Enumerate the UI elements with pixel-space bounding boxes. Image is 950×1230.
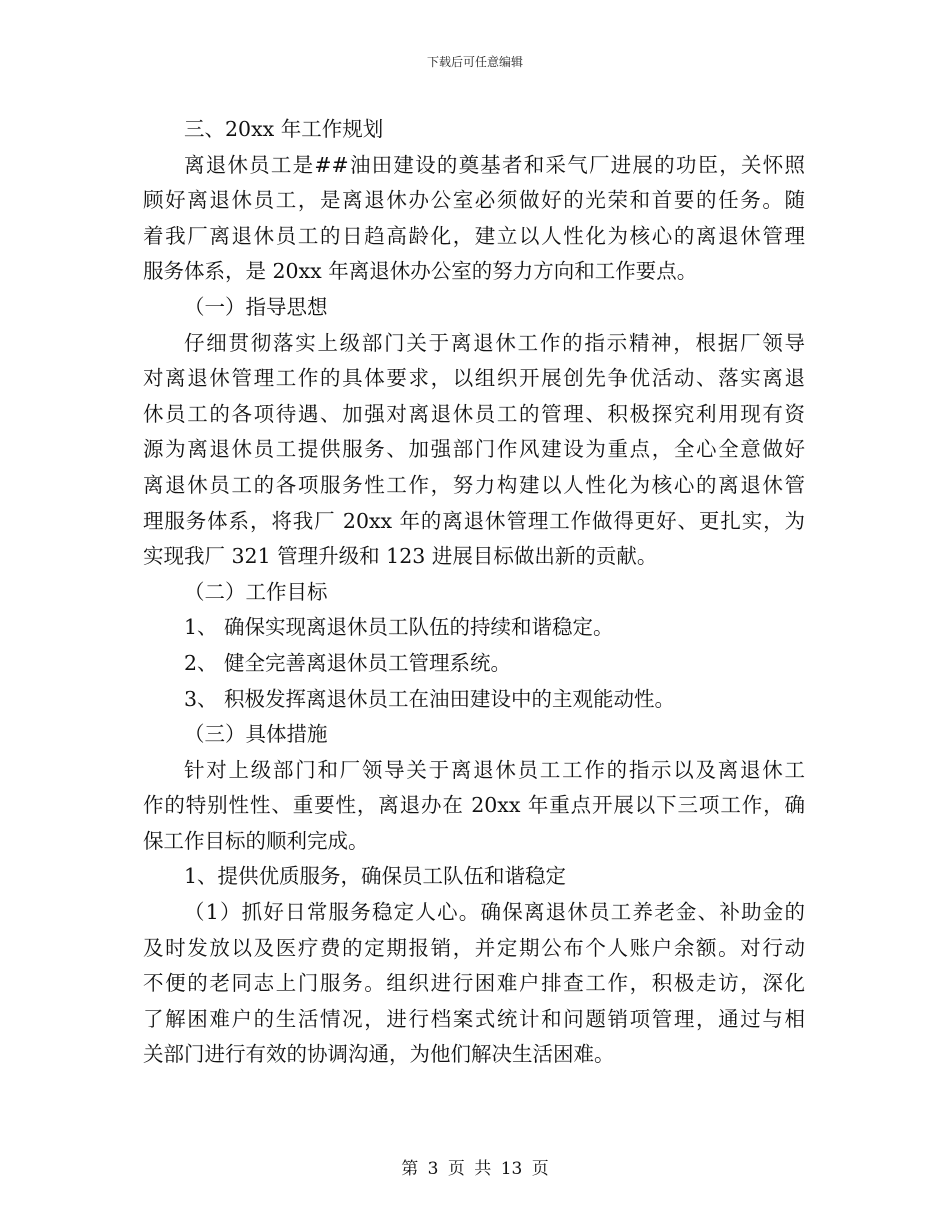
document-body bbox=[143, 112, 805, 1073]
text-line: 服务体系，是 20xx 年离退休办公室的努力方向和工作要点。 bbox=[143, 259, 698, 284]
text-line: （一）指导思想 bbox=[184, 294, 328, 319]
page-number: 第 3 页 共 13 页 bbox=[401, 1159, 549, 1179]
text-line: 休员工的各项待遇、加强对离退休员工的管理、积极探究利用现有资 bbox=[143, 401, 805, 426]
text-line: 离退休员工的各项服务性工作，努力构建以人性化为核心的离退休管 bbox=[143, 472, 805, 497]
text-line: 源为离退休员工提供服务、加强部门作风建设为重点，全心全意做好 bbox=[143, 437, 805, 462]
text-line: 1、 确保实现离退休员工队伍的持续和谐稳定。 bbox=[184, 615, 614, 640]
text-line: 实现我厂 321 管理升级和 123 进展目标做出新的贡献。 bbox=[143, 544, 658, 569]
text-line: （三）具体措施 bbox=[184, 722, 328, 747]
text-line: 着我厂离退休员工的日趋高龄化，建立以人性化为核心的离退休管理 bbox=[143, 223, 805, 248]
text-line: 3、 积极发挥离退休员工在油田建设中的主观能动性。 bbox=[184, 686, 676, 711]
text-line: 对离退休管理工作的具体要求，以组织开展创先争优活动、落实离退 bbox=[143, 366, 805, 391]
text-line: （二）工作目标 bbox=[184, 579, 328, 604]
text-line: 顾好离退休员工，是离退休办公室必须做好的光荣和首要的任务。随 bbox=[143, 188, 805, 213]
text-line: （1）抓好日常服务稳定人心。确保离退休员工养老金、补助金的 bbox=[184, 900, 805, 925]
text-line: 针对上级部门和厂领导关于离退休员工工作的指示以及离退休工 bbox=[184, 757, 805, 782]
text-line: 了解困难户的生活情况，进行档案式统计和问题销项管理，通过与相 bbox=[143, 1006, 805, 1031]
text-line: 保工作目标的顺利完成。 bbox=[143, 828, 369, 853]
text-line: 作的特别性性、重要性，离退办在 20xx 年重点开展以下三项工作，确 bbox=[143, 793, 805, 818]
text-line: 关部门进行有效的协调沟通，为他们解决生活困难。 bbox=[143, 1042, 615, 1067]
text-line: 2、 健全完善离退休员工管理系统。 bbox=[184, 650, 512, 675]
text-line: 离退休员工是##油田建设的奠基者和采气厂进展的功臣，关怀照 bbox=[184, 152, 805, 177]
text-line: 不便的老同志上门服务。组织进行困难户排查工作，积极走访，深化 bbox=[143, 971, 805, 996]
header-note: 下载后可任意编辑 bbox=[426, 55, 523, 69]
text-line: 仔细贯彻落实上级部门关于离退休工作的指示精神，根据厂领导 bbox=[184, 330, 805, 355]
text-line: 三、20xx 年工作规划 bbox=[184, 117, 384, 141]
text-line: 1、提供优质服务，确保员工队伍和谐稳定 bbox=[184, 864, 567, 889]
text-line: 及时发放以及医疗费的定期报销，并定期公布个人账户余额。对行动 bbox=[143, 935, 805, 960]
text-line: 理服务体系，将我厂 20xx 年的离退休管理工作做得更好、更扎实，为 bbox=[143, 508, 805, 533]
